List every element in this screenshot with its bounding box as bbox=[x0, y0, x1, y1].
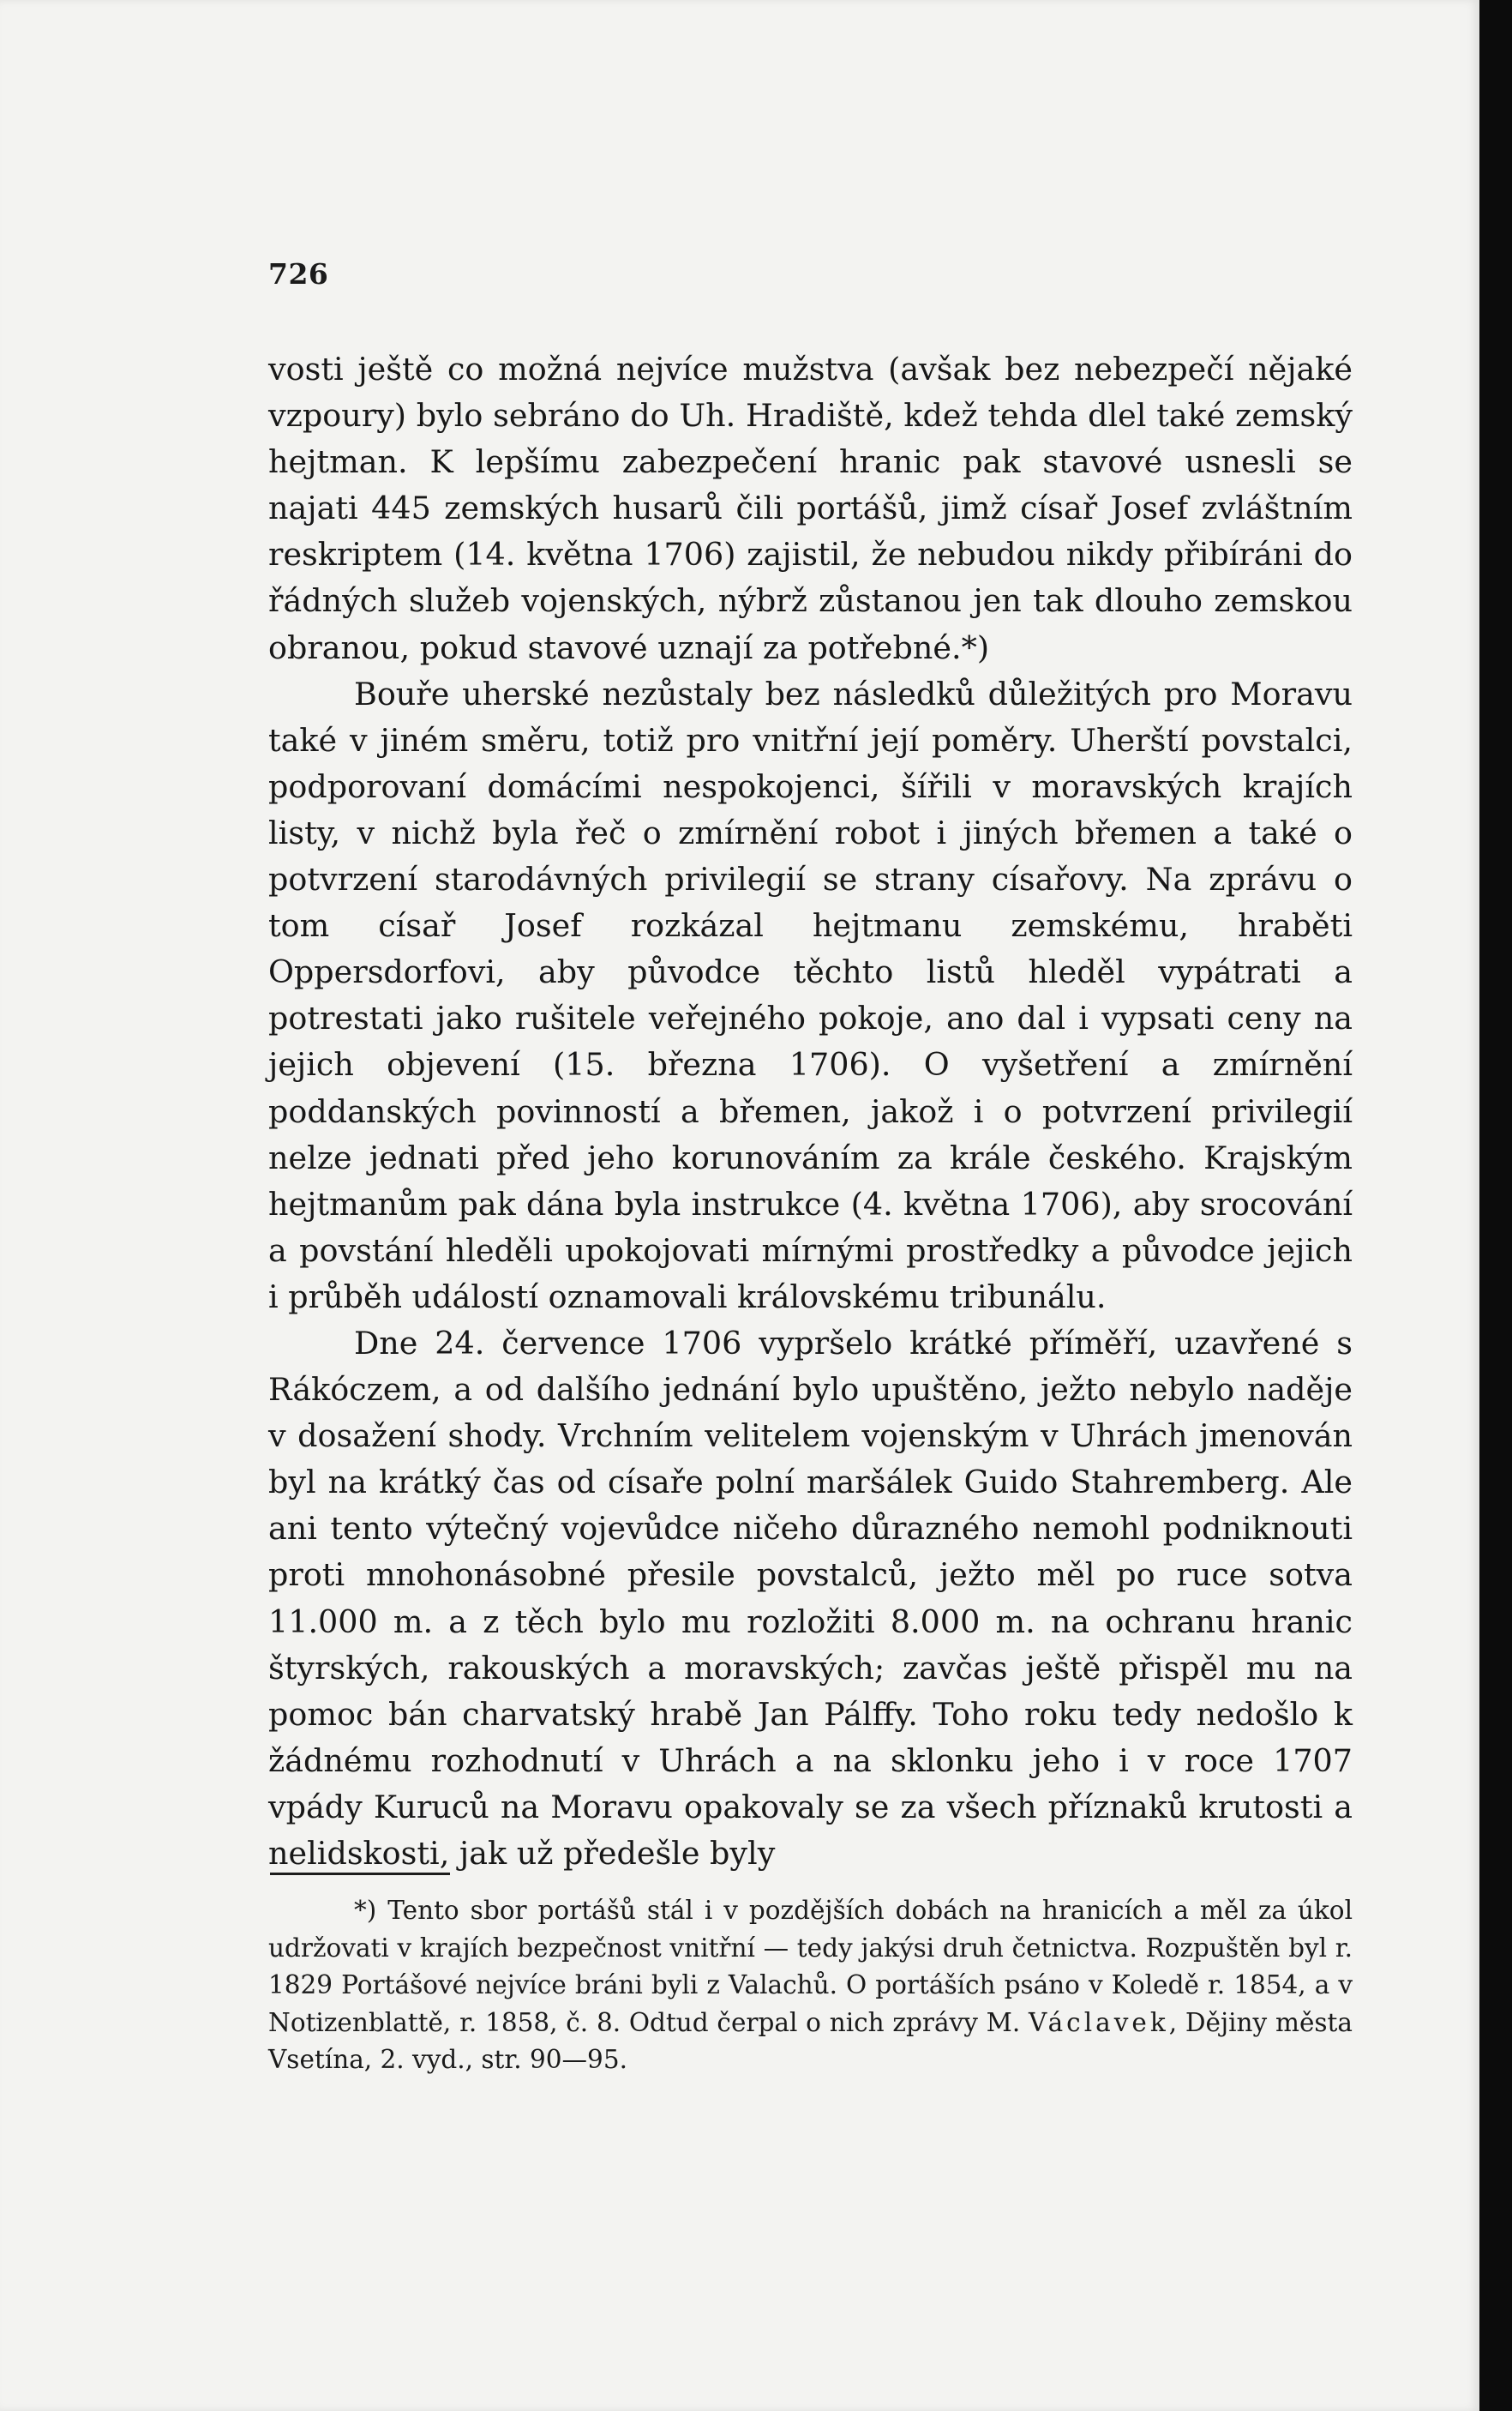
paragraph-1: vosti ještě co možná nejvíce mužstva (avšak bez nebezpečí nějaké vzpoury) bylo sebráno do Uh. Hradiště, kdež tehda dlel také zemský hejtman. K lepšímu zabezpečení hranic pak stavové usnesli se najati 445 zemských husarů čili portášů, jimž císař Josef zvláštním reskriptem (14. května 1706) zajistil, že nebudou nikdy přibíráni do řádných služeb vojenských, nýbrž zůstanou jen tak dlouho zemskou obranou, pokud stavové uznají za potřebné.*) bbox=[268, 351, 1353, 666]
footnote-author: Václavek bbox=[1028, 2007, 1169, 2037]
footnote-text-end: , Dějiny města Vsetína, 2. vyd., str. 90—95. bbox=[268, 2007, 1353, 2074]
page-number: 726 bbox=[268, 257, 329, 291]
footnote bbox=[268, 1892, 1353, 2079]
paragraph-2: Bouře uherské nezůstaly bez následků důležitých pro Moravu také v jiném směru, totiž pro vnitřní její poměry. Uherští povstalci, podporovaní domácími nespokojenci, šířili v moravských krajích listy, v nichž byla řeč o zmírnění robot i jiných břemen a také o potvrzení starodávných privilegií se strany císařovy. Na zprávu o tom císař Josef rozkázal hejtmanu zemskému, hraběti Oppersdorfovi, aby původce těchto listů hleděl vypátrati a potrestati jako rušitele veřejného pokoje, ano dal i vypsati ceny na jejich objevení (15. března 1706). O vyšetření a zmírnění poddanských povinností a břemen, jakož i o potvrzení privilegií nelze jednati před jeho korunováním za krále českého. Krajským hejtmanům pak dána byla instrukce (4. května 1706), aby srocování a povstání hleděli upokojovati mírnými prostředky a původce jejich i průběh událostí oznamovali královskému tribunálu. bbox=[268, 675, 1353, 1315]
main-text bbox=[268, 346, 1353, 1877]
footnote-text-start: *) Tento sbor portášů stál i v pozdějších dobách na hranicích a měl za úkol udržovati v krajích bezpečnost vnitřní — tedy jakýsi druh četnictva. Rozpuštěn byl r. 1829 Portášové nejvíce bráni byli z Valachů. O portáších psáno v Koledě r. 1854, a v Notizenblattě, r. 1858, č. 8. Odtud čerpal o nich zprávy M. bbox=[268, 1896, 1353, 2037]
footnote-divider bbox=[270, 1873, 450, 1875]
paragraph-3: Dne 24. července 1706 vypršelo krátké příměří, uzavřené s Rákóczem, a od dalšího jednání bylo upuštěno, ježto nebylo naděje v dosažení shody. Vrchním velitelem vojenským v Uhrách jmenován byl na krátký čas od císaře polní maršálek Guido Stahremberg. Ale ani tento výtečný vojevůdce ničeho důrazného nemohl podniknouti proti mnohonásobné přesile povstalců, ježto měl po ruce sotva 11.000 m. a z těch bylo mu rozložiti 8.000 m. na ochranu hranic štyrských, rakouských a moravských; zavčas ještě přispěl mu na pomoc bán charvatský hrabě Jan Pálffy. Toho roku tedy nedošlo k žádnému rozhodnutí v Uhrách a na sklonku jeho i v roce 1707 vpády Kuruců na Moravu opakovaly se za všech příznaků krutosti a nelidskosti, jak už předešle byly bbox=[268, 1324, 1353, 1872]
